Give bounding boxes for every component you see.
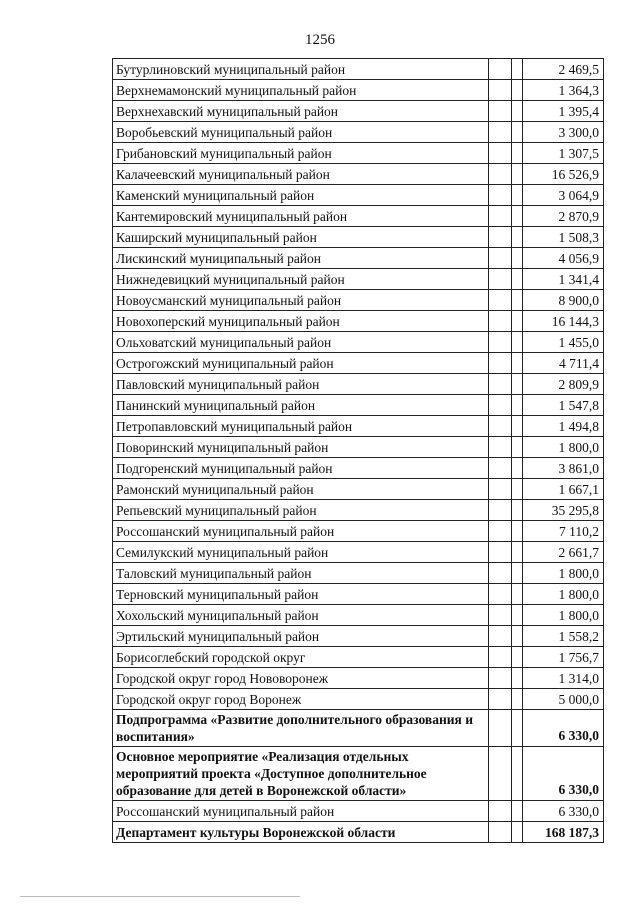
- empty-cell: [489, 668, 512, 689]
- table-row: [113, 584, 604, 605]
- empty-cell: [489, 584, 512, 605]
- empty-cell: [512, 458, 523, 479]
- empty-cell: [512, 416, 523, 437]
- empty-cell: [489, 374, 512, 395]
- district-name: Лискинский муниципальный район: [113, 248, 489, 269]
- page-bottom-rule: [20, 896, 300, 897]
- district-amount: 1 800,0: [523, 605, 604, 626]
- district-name: Эртильский муниципальный район: [113, 626, 489, 647]
- table-row: [113, 374, 604, 395]
- empty-cell: [512, 185, 523, 206]
- subprogram-amount: 6 330,0: [523, 710, 604, 747]
- district-name: Калачеевский муниципальный район: [113, 164, 489, 185]
- empty-cell: [512, 101, 523, 122]
- district-name: Россошанский муниципальный район: [113, 801, 489, 822]
- table-row: [113, 143, 604, 164]
- empty-cell: [489, 143, 512, 164]
- empty-cell: [489, 689, 512, 710]
- empty-cell: [512, 290, 523, 311]
- page-number: 1256: [305, 32, 335, 48]
- empty-cell: [489, 647, 512, 668]
- table-row: [113, 248, 604, 269]
- empty-cell: [489, 822, 512, 843]
- district-amount: 1 800,0: [523, 437, 604, 458]
- district-amount: 3 300,0: [523, 122, 604, 143]
- district-name: Хохольский муниципальный район: [113, 605, 489, 626]
- empty-cell: [489, 59, 512, 80]
- table-row: [113, 668, 604, 689]
- empty-cell: [489, 101, 512, 122]
- table-body: [113, 59, 604, 843]
- empty-cell: [489, 747, 512, 801]
- table-row: [113, 269, 604, 290]
- district-name: Нижнедевицкий муниципальный район: [113, 269, 489, 290]
- empty-cell: [512, 59, 523, 80]
- district-name: Репьевский муниципальный район: [113, 500, 489, 521]
- table-row: [113, 227, 604, 248]
- table-row: [113, 458, 604, 479]
- empty-cell: [489, 479, 512, 500]
- table-row: [113, 626, 604, 647]
- budget-table: [112, 58, 604, 843]
- district-amount: 16 526,9: [523, 164, 604, 185]
- table-row: [113, 206, 604, 227]
- district-name: Россошанский муниципальный район: [113, 521, 489, 542]
- subprogram-row: [113, 710, 604, 747]
- district-name: Новоусманский муниципальный район: [113, 290, 489, 311]
- district-amount: 35 295,8: [523, 500, 604, 521]
- district-amount: 1 307,5: [523, 143, 604, 164]
- empty-cell: [489, 500, 512, 521]
- district-amount: 8 900,0: [523, 290, 604, 311]
- department-total-amount: 168 187,3: [523, 822, 604, 843]
- table-row: [113, 647, 604, 668]
- empty-cell: [489, 122, 512, 143]
- empty-cell: [512, 227, 523, 248]
- empty-cell: [512, 143, 523, 164]
- district-name: Воробьевский муниципальный район: [113, 122, 489, 143]
- table-row: [113, 122, 604, 143]
- department-name: Департамент культуры Воронежской области: [113, 822, 489, 843]
- district-amount: 16 144,3: [523, 311, 604, 332]
- empty-cell: [489, 563, 512, 584]
- district-name: Новохоперский муниципальный район: [113, 311, 489, 332]
- district-name: Кантемировский муниципальный район: [113, 206, 489, 227]
- subprogram-name: Подпрограмма «Развитие дополнительного образования и воспитания»: [113, 710, 489, 747]
- district-name: Городской округ город Воронеж: [113, 689, 489, 710]
- table-row: [113, 605, 604, 626]
- table-row: [113, 59, 604, 80]
- empty-cell: [512, 801, 523, 822]
- empty-cell: [489, 185, 512, 206]
- district-name: Семилукский муниципальный район: [113, 542, 489, 563]
- table-row: [113, 542, 604, 563]
- district-amount: 1 364,3: [523, 80, 604, 101]
- empty-cell: [512, 122, 523, 143]
- district-amount: 1 667,1: [523, 479, 604, 500]
- empty-cell: [489, 395, 512, 416]
- district-name: Бутурлиновский муниципальный район: [113, 59, 489, 80]
- empty-cell: [489, 164, 512, 185]
- empty-cell: [489, 542, 512, 563]
- district-name: Городской округ город Нововоронеж: [113, 668, 489, 689]
- empty-cell: [512, 164, 523, 185]
- empty-cell: [489, 80, 512, 101]
- empty-cell: [512, 647, 523, 668]
- empty-cell: [512, 626, 523, 647]
- district-amount: 1 558,2: [523, 626, 604, 647]
- table-row: [113, 332, 604, 353]
- main-activity-name: Основное мероприятие «Реализация отдельных мероприятий проекта «Доступное дополнительное образование для детей в Воронежской области»: [113, 747, 489, 801]
- table-row: [113, 185, 604, 206]
- district-name: Рамонский муниципальный район: [113, 479, 489, 500]
- table-row: [113, 521, 604, 542]
- district-name: Подгоренский муниципальный район: [113, 458, 489, 479]
- table-row: [113, 101, 604, 122]
- empty-cell: [512, 353, 523, 374]
- empty-cell: [512, 563, 523, 584]
- district-name: Острогожский муниципальный район: [113, 353, 489, 374]
- empty-cell: [489, 290, 512, 311]
- empty-cell: [489, 227, 512, 248]
- district-name: Борисоглебский городской округ: [113, 647, 489, 668]
- empty-cell: [489, 801, 512, 822]
- empty-cell: [512, 584, 523, 605]
- empty-cell: [512, 269, 523, 290]
- table-row: [113, 80, 604, 101]
- empty-cell: [489, 416, 512, 437]
- district-amount: 3 064,9: [523, 185, 604, 206]
- table-row: [113, 437, 604, 458]
- empty-cell: [489, 353, 512, 374]
- district-amount: 2 469,5: [523, 59, 604, 80]
- empty-cell: [512, 822, 523, 843]
- district-amount: 1 494,8: [523, 416, 604, 437]
- empty-cell: [512, 747, 523, 801]
- empty-cell: [489, 269, 512, 290]
- empty-cell: [512, 206, 523, 227]
- district-amount: 1 508,3: [523, 227, 604, 248]
- table-row: [113, 395, 604, 416]
- district-amount: 1 341,4: [523, 269, 604, 290]
- district-name: Верхнехавский муниципальный район: [113, 101, 489, 122]
- empty-cell: [512, 710, 523, 747]
- table-row: [113, 416, 604, 437]
- empty-cell: [512, 668, 523, 689]
- empty-cell: [512, 80, 523, 101]
- district-amount: 4 711,4: [523, 353, 604, 374]
- district-amount: 2 809,9: [523, 374, 604, 395]
- empty-cell: [512, 311, 523, 332]
- empty-cell: [512, 500, 523, 521]
- empty-cell: [512, 248, 523, 269]
- district-amount: 1 756,7: [523, 647, 604, 668]
- district-amount: 3 861,0: [523, 458, 604, 479]
- district-name: Каширский муниципальный район: [113, 227, 489, 248]
- table-row: [113, 290, 604, 311]
- district-name: Терновский муниципальный район: [113, 584, 489, 605]
- table-row: [113, 563, 604, 584]
- district-amount: 7 110,2: [523, 521, 604, 542]
- empty-cell: [512, 395, 523, 416]
- district-name: Грибановский муниципальный район: [113, 143, 489, 164]
- empty-cell: [512, 521, 523, 542]
- district-amount: 1 547,8: [523, 395, 604, 416]
- empty-cell: [489, 206, 512, 227]
- main-activity-amount: 6 330,0: [523, 747, 604, 801]
- empty-cell: [489, 521, 512, 542]
- district-name: Таловский муниципальный район: [113, 563, 489, 584]
- empty-cell: [489, 710, 512, 747]
- empty-cell: [489, 605, 512, 626]
- district-amount: 1 455,0: [523, 332, 604, 353]
- table-row: [113, 479, 604, 500]
- district-name: Петропавловский муниципальный район: [113, 416, 489, 437]
- empty-cell: [489, 626, 512, 647]
- district-name: Каменский муниципальный район: [113, 185, 489, 206]
- district-name: Панинский муниципальный район: [113, 395, 489, 416]
- table-row: [113, 689, 604, 710]
- empty-cell: [512, 437, 523, 458]
- table-row: [113, 164, 604, 185]
- empty-cell: [512, 542, 523, 563]
- department-total-row: [113, 822, 604, 843]
- empty-cell: [512, 374, 523, 395]
- table-row: [113, 353, 604, 374]
- district-amount: 4 056,9: [523, 248, 604, 269]
- empty-cell: [512, 479, 523, 500]
- district-name: Ольховатский муниципальный район: [113, 332, 489, 353]
- district-amount: 1 800,0: [523, 563, 604, 584]
- empty-cell: [489, 248, 512, 269]
- table-row: [113, 311, 604, 332]
- table-row: [113, 801, 604, 822]
- district-amount: 1 314,0: [523, 668, 604, 689]
- empty-cell: [512, 605, 523, 626]
- empty-cell: [512, 332, 523, 353]
- empty-cell: [489, 458, 512, 479]
- table-row: [113, 500, 604, 521]
- district-amount: 1 800,0: [523, 584, 604, 605]
- empty-cell: [512, 689, 523, 710]
- district-amount: 1 395,4: [523, 101, 604, 122]
- empty-cell: [489, 311, 512, 332]
- main-activity-row: [113, 747, 604, 801]
- district-name: Поворинский муниципальный район: [113, 437, 489, 458]
- district-name: Верхнемамонский муниципальный район: [113, 80, 489, 101]
- empty-cell: [489, 437, 512, 458]
- district-name: Павловский муниципальный район: [113, 374, 489, 395]
- district-amount: 6 330,0: [523, 801, 604, 822]
- empty-cell: [489, 332, 512, 353]
- district-amount: 2 661,7: [523, 542, 604, 563]
- district-amount: 2 870,9: [523, 206, 604, 227]
- district-amount: 5 000,0: [523, 689, 604, 710]
